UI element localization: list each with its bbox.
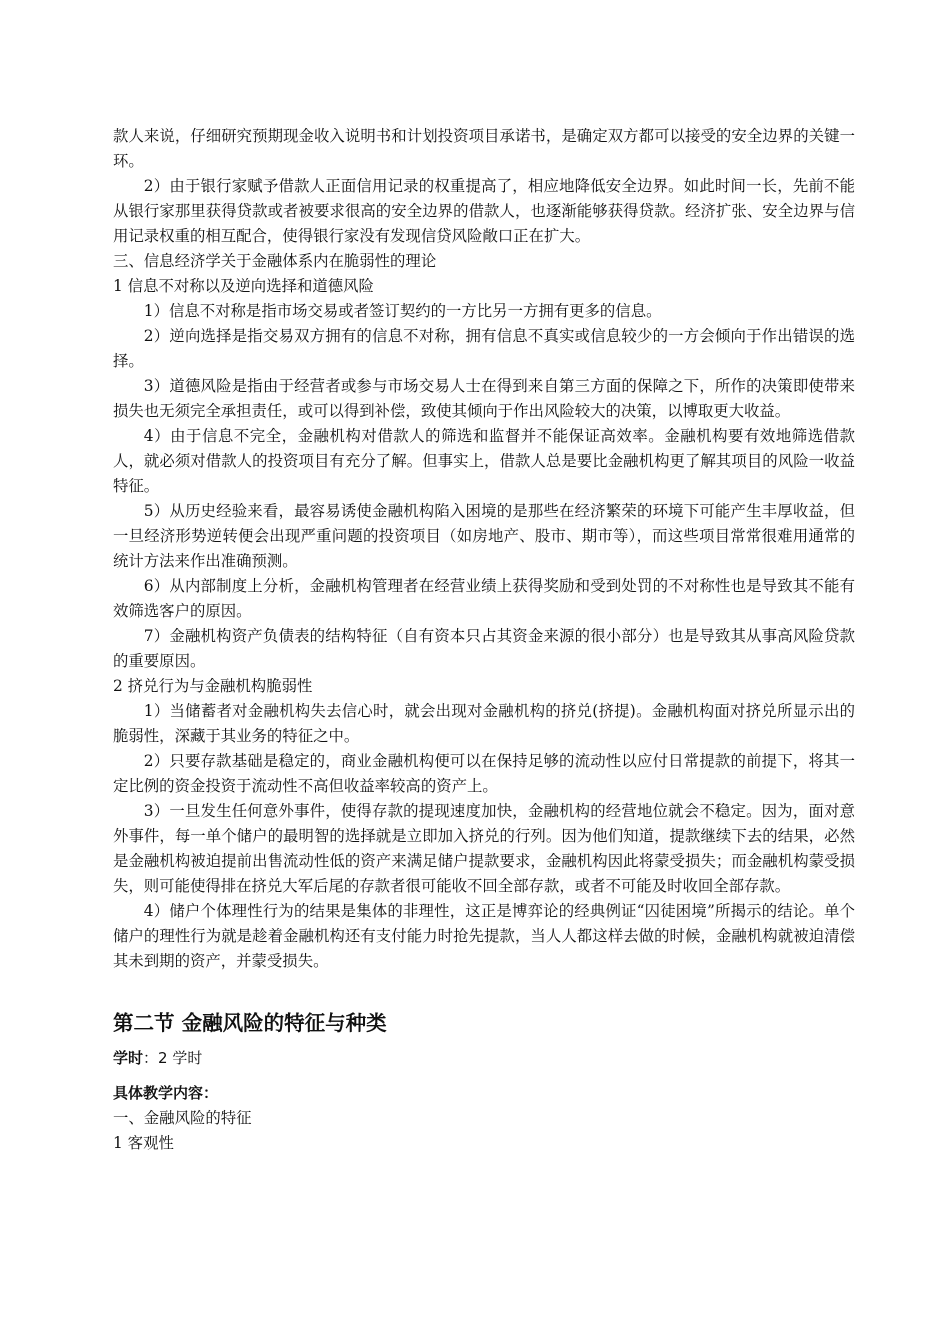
subheading-bank-run: 2 挤兑行为与金融机构脆弱性 xyxy=(113,677,313,695)
section-title: 第二节 金融风险的特征与种类 xyxy=(113,1011,387,1035)
heading-risk-features: 一、金融风险的特征 xyxy=(113,1109,252,1127)
study-hours xyxy=(113,1046,855,1071)
subheading-information-asymmetry: 1 信息不对称以及逆向选择和道德风险 xyxy=(113,277,374,295)
paragraph-run-2: 2）只要存款基础是稳定的，商业金融机构便可以在保持足够的流动性以应付日常提款的前提下，将其一定比例的资金投资于流动性不高但收益率较高的资产上。 xyxy=(113,752,855,795)
paragraph-run-4: 4）储户个体理性行为的结果是集体的非理性，这正是博弈论的经典例证“囚徒困境”所揭示的结论。单个储户的理性行为就是趁着金融机构还有支付能力时抢先提款，当人人都这样去做的时候，金融机构就被迫清偿其未到期的资产，并蒙受损失。 xyxy=(113,902,855,970)
teaching-content-label-text: 具体教学内容： xyxy=(113,1084,219,1102)
paragraph-asymmetry-4: 4）由于信息不完全，金融机构对借款人的筛选和监督并不能保证高效率。金融机构要有效地筛选借款人，就必须对借款人的投资项目有充分了解。但事实上，借款人总是要比金融机构更了解其项目的风险一收益特征。 xyxy=(113,427,855,495)
paragraph-asymmetry-6: 6）从内部制度上分析，金融机构管理者在经营业绩上获得奖励和受到处罚的不对称性也是导致其不能有效筛选客户的原因。 xyxy=(113,577,855,620)
item-objectivity: 1 客观性 xyxy=(113,1134,174,1152)
paragraph-asymmetry-2: 2）逆向选择是指交易双方拥有的信息不对称，拥有信息不真实或信息较少的一方会倾向于作出错误的选择。 xyxy=(113,327,855,370)
paragraph-point-2: 2）由于银行家赋予借款人正面信用记录的权重提高了，相应地降低安全边界。如此时间一长，先前不能从银行家那里获得贷款或者被要求很高的安全边界的借款人，也逐渐能够获得贷款。经济扩张、安全边界与信用记录权重的相互配合，使得银行家没有发现信贷风险敞口正在扩大。 xyxy=(113,177,855,245)
heading-information-economics: 三、信息经济学关于金融体系内在脆弱性的理论 xyxy=(113,252,437,270)
study-hours-label: 学时 xyxy=(113,1049,144,1067)
paragraph-run-1: 1）当储蓄者对金融机构失去信心时，就会出现对金融机构的挤兑(挤提)。金融机构面对挤兑所显示出的脆弱性，深藏于其业务的特征之中。 xyxy=(113,702,855,745)
paragraph-continuation: 款人来说，仔细研究预期现金收入说明书和计划投资项目承诺书，是确定双方都可以接受的安全边界的关键一环。 xyxy=(113,127,855,170)
teaching-content-label xyxy=(113,1081,855,1106)
paragraph-asymmetry-5: 5）从历史经验来看，最容易诱使金融机构陷入困境的是那些在经济繁荣的环境下可能产生丰厚收益，但一旦经济形势逆转便会出现严重问题的投资项目（如房地产、股市、期市等），而这些项目常常很难用通常的统计方法来作出准确预测。 xyxy=(113,502,855,570)
paragraph-asymmetry-3: 3）道德风险是指由于经营者或参与市场交易人士在得到来自第三方面的保障之下，所作的决策即使带来损失也无须完全承担责任，或可以得到补偿，致使其倾向于作出风险较大的决策，以博取更大收益。 xyxy=(113,377,855,420)
paragraph-run-3: 3）一旦发生任何意外事件，使得存款的提现速度加快，金融机构的经营地位就会不稳定。因为，面对意外事件，每一单个储户的最明智的选择就是立即加入挤兑的行列。因为他们知道，提款继续下去的结果，必然是金融机构被迫提前出售流动性低的资产来满足储户提款要求，金融机构因此将蒙受损失；而金融机构蒙受损失，则可能使得排在挤兑大军后尾的存款者很可能收不回全部存款，或者不可能及时收回全部存款。 xyxy=(113,802,855,895)
paragraph-asymmetry-1: 1）信息不对称是指市场交易或者签订契约的一方比另一方拥有更多的信息。 xyxy=(143,302,662,320)
paragraph-asymmetry-7: 7）金融机构资产负债表的结构特征（自有资本只占其资金来源的很小部分）也是导致其从事高风险贷款的重要原因。 xyxy=(113,627,855,670)
study-hours-value: ：2 学时 xyxy=(143,1049,203,1067)
